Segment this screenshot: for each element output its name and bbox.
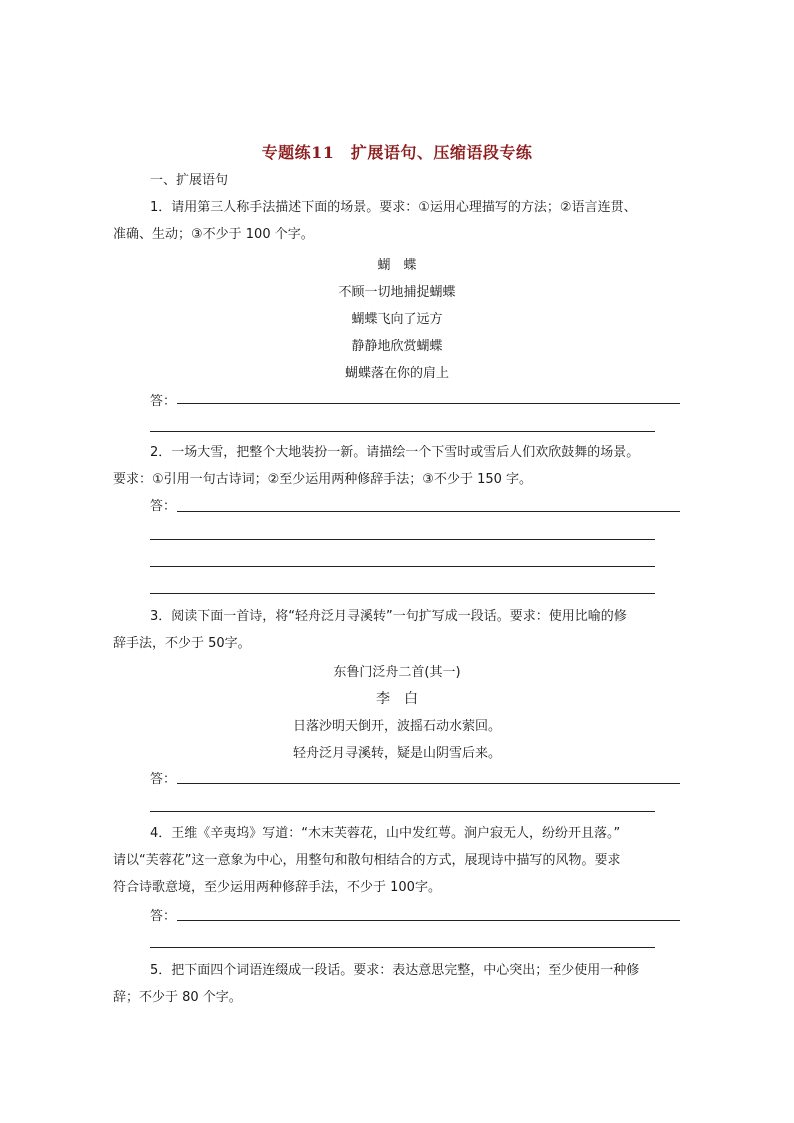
question-2-line-2: 要求：①引用一句古诗词；②至少运用两种修辞手法；③不少于 150 字。 xyxy=(113,472,533,487)
answer-line[interactable] xyxy=(150,539,655,540)
question-2-line-1: 2．一场大雪，把整个大地装扮一新。请描绘一个下雪时或雪后人们欢欣鼓舞的场景。 xyxy=(150,445,640,460)
poem-author: 李 白 xyxy=(376,691,418,707)
question-5-line-1: 5．把下面四个词语连缀成一段话。要求：表达意思完整，中心突出；至少使用一种修 xyxy=(150,963,640,978)
poem-line: 轻舟泛月寻溪转，疑是山阴雪后来。 xyxy=(292,746,501,761)
answer-label: 答： xyxy=(150,909,177,924)
question-3-line-2: 辞手法，不少于 50字。 xyxy=(113,636,251,651)
answer-line[interactable] xyxy=(150,811,655,812)
poem-line: 蝴蝶飞向了远方 xyxy=(351,312,443,327)
poem-title: 东鲁门泛舟二首(其一) xyxy=(333,665,461,680)
question-4-line-2: 请以“芙蓉花”这一意象为中心，用整句和散句相结合的方式，展现诗中描写的风物。要求 xyxy=(113,853,621,868)
answer-line[interactable] xyxy=(177,920,680,921)
question-1-line-1: 1．请用第三人称手法描述下面的场景。要求：①运用心理描写的方法；②语言连贯、 xyxy=(150,200,637,215)
answer-line[interactable] xyxy=(150,431,655,432)
section-heading: 一、扩展语句 xyxy=(150,173,229,188)
answer-line[interactable] xyxy=(177,403,680,404)
question-4-line-3: 符合诗歌意境，至少运用两种修辞手法，不少于 100字。 xyxy=(113,880,441,895)
answer-line[interactable] xyxy=(177,783,680,784)
question-1-line-2: 准确、生动；③不少于 100 个字。 xyxy=(113,227,314,242)
answer-label: 答： xyxy=(150,499,177,514)
question-3-line-1: 3．阅读下面一首诗，将“轻舟泛月寻溪转”一句扩写成一段话。要求：使用比喻的修 xyxy=(150,609,627,624)
poem-line: 日落沙明天倒开，波摇石动水萦回。 xyxy=(292,719,501,734)
question-5-line-2: 辞；不少于 80 个字。 xyxy=(113,990,242,1005)
answer-label: 答： xyxy=(150,394,177,409)
poem-title: 蝴 蝶 xyxy=(377,258,417,273)
poem-line: 静静地欣赏蝴蝶 xyxy=(351,339,443,354)
question-4-line-1: 4．王维《辛夷坞》写道：“木末芙蓉花，山中发红萼。涧户寂无人，纷纷开且落。” xyxy=(150,826,621,841)
answer-line[interactable] xyxy=(177,511,680,512)
page-title: 专题练11 扩展语句、压缩语段专练 xyxy=(261,143,533,162)
poem-line: 蝴蝶落在你的肩上 xyxy=(344,366,449,381)
poem-line: 不顾一切地捕捉蝴蝶 xyxy=(338,285,456,300)
answer-label: 答： xyxy=(150,772,177,787)
answer-line[interactable] xyxy=(150,947,655,948)
answer-line[interactable] xyxy=(150,593,655,594)
answer-line[interactable] xyxy=(150,566,655,567)
